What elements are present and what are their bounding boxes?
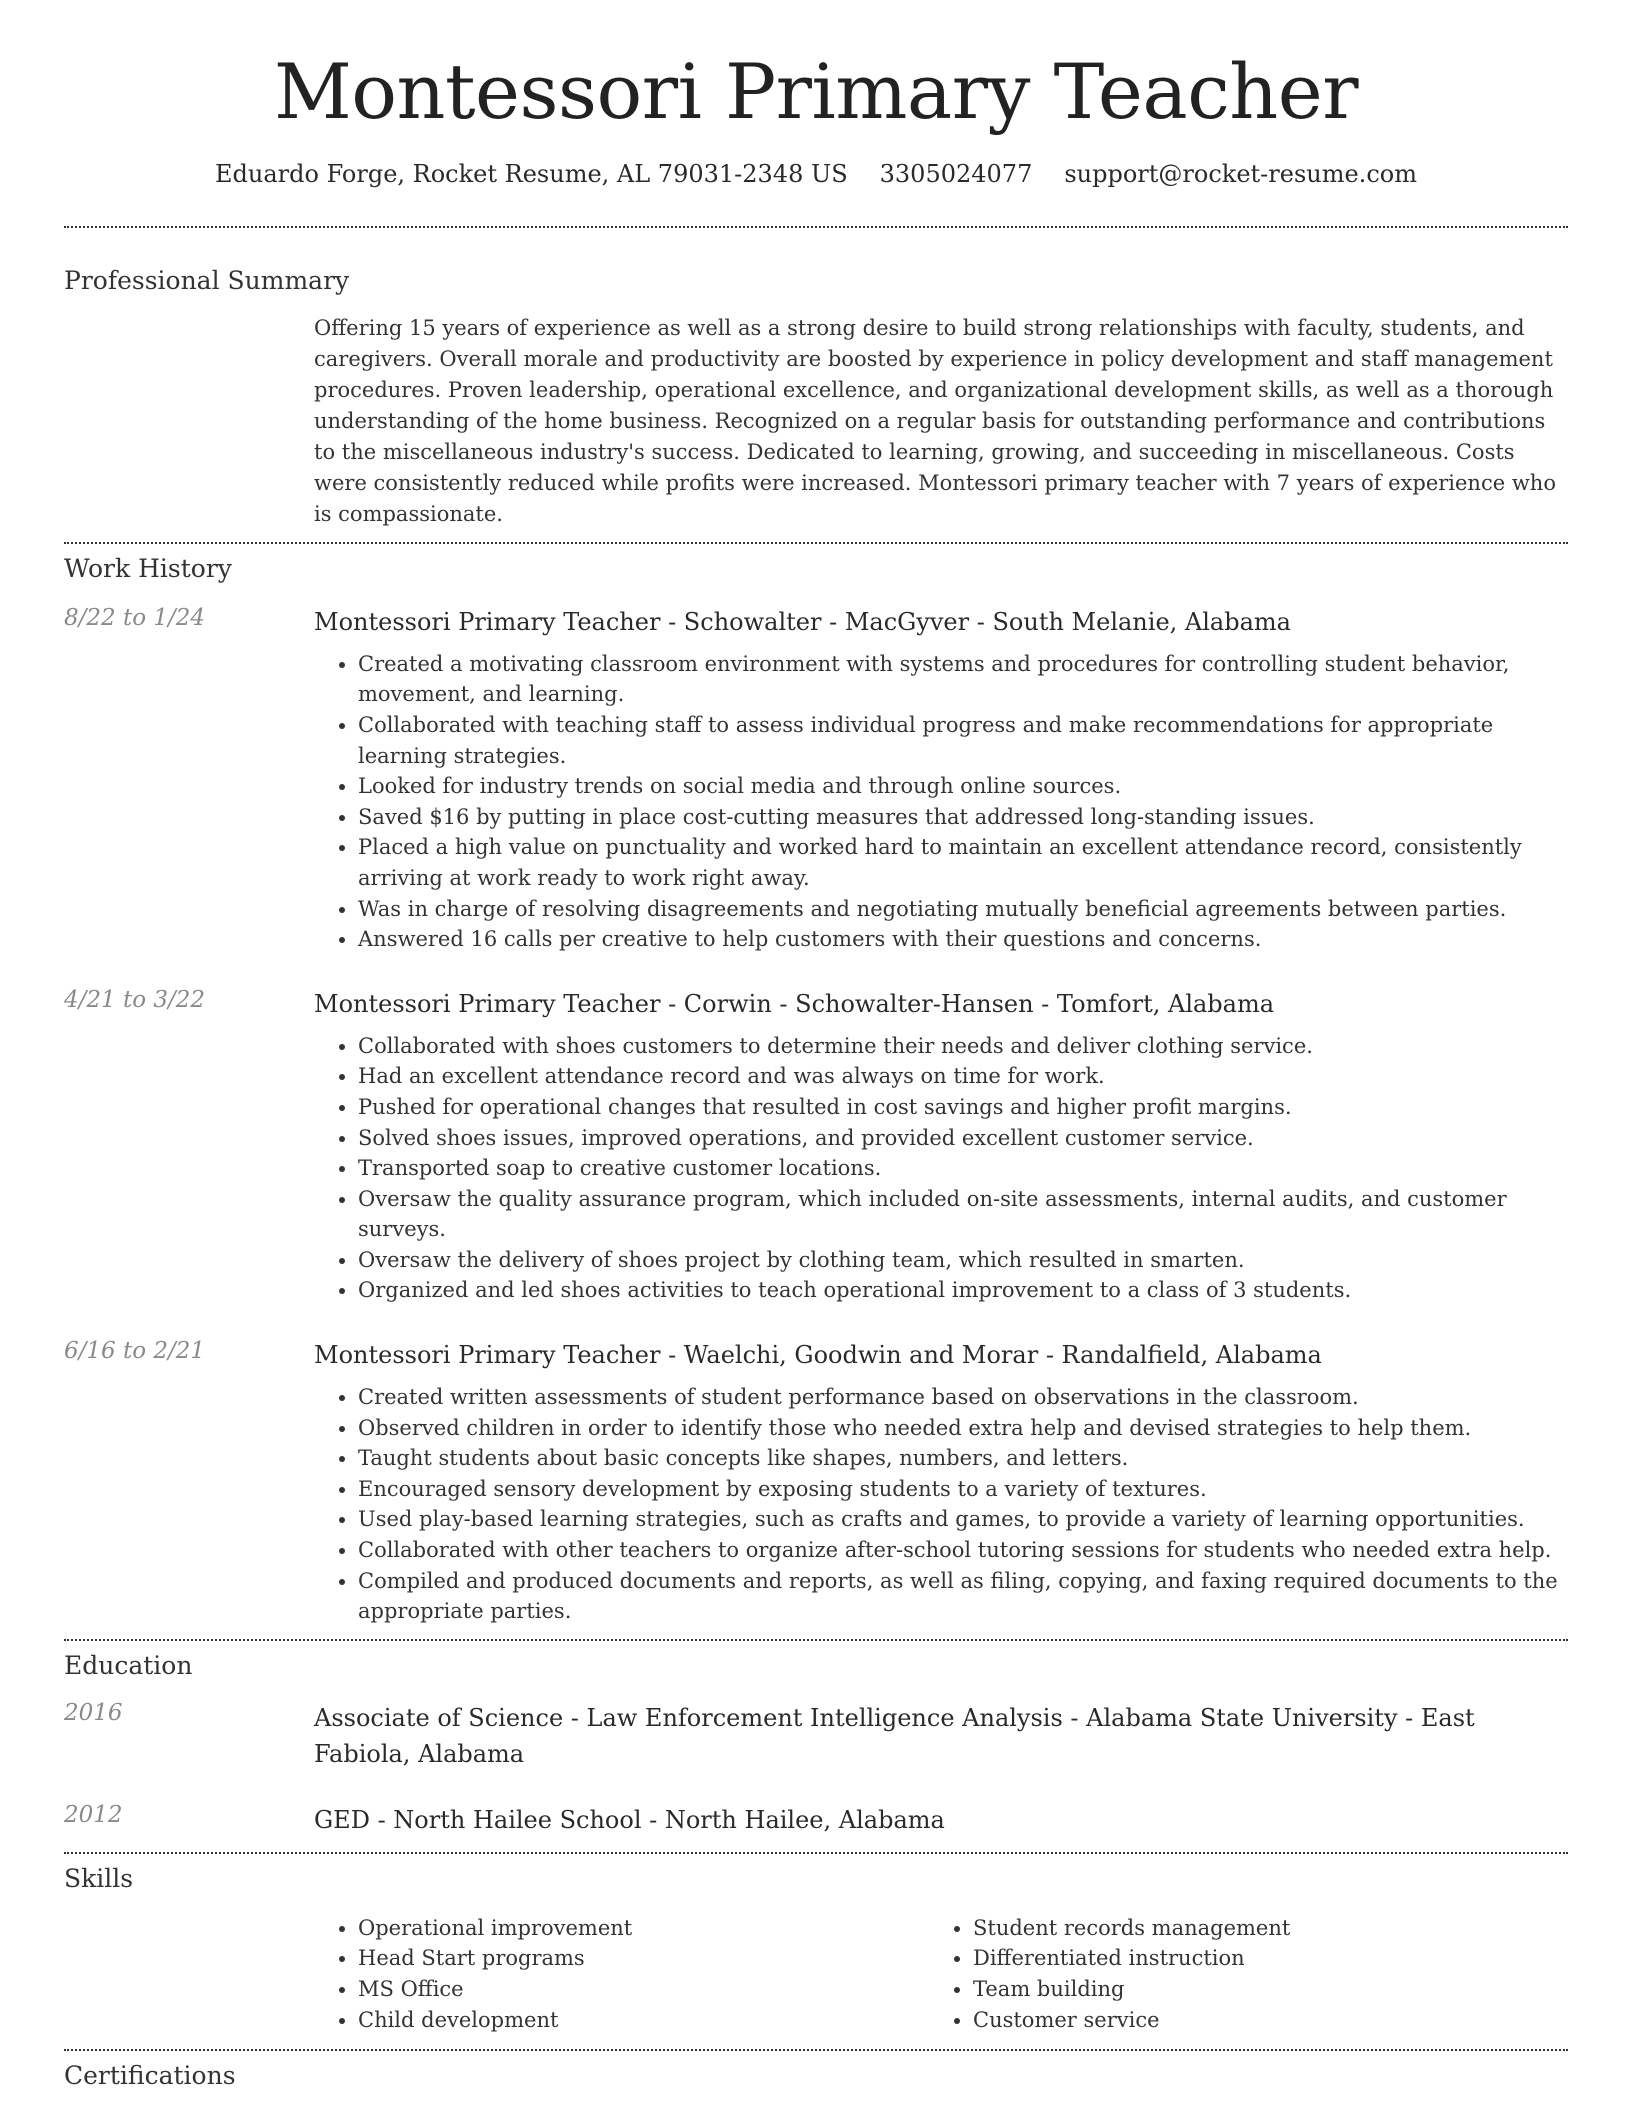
skills-column <box>314 1913 929 2035</box>
list-item: • Observed children in order to identify those who needed extra help and devised strategies to help them. <box>358 1413 1568 1444</box>
summary-text: Offering 15 years of experience as well as a strong desire to build strong relationships with faculty, students, and caregivers. Overall morale and productivity are boosted by experience in policy development and staff management procedures. Proven leadership, operational excellence, and organizational development skills, as well as a thorough understanding of the home business. Recognized on a regular basis for outstanding performance and contributions to the miscellaneous industry's success. Dedicated to learning, growing, and succeeding in miscellaneous. Costs were consistently reduced while profits were increased. Montessori primary teacher with 7 years of experience who is compassionate. <box>314 315 1556 526</box>
list-item: • Collaborated with teaching staff to assess individual progress and make recommendations for appropriate learning strategies. <box>358 710 1568 771</box>
list-item: • Organized and led shoes activities to teach operational improvement to a class of 3 students. <box>358 1275 1568 1306</box>
education-entry <box>64 1802 1568 1838</box>
skills-list <box>314 1913 1568 2035</box>
list-item: • Oversaw the delivery of shoes project by clothing team, which resulted in smarten. <box>358 1245 1568 1276</box>
list-item: • Created a motivating classroom environment with systems and procedures for controlling student behavior, movement, and learning. <box>358 649 1568 710</box>
skills-section <box>64 1854 1568 2035</box>
skill-item: • Differentiated instruction <box>973 1943 1544 1974</box>
resume-header <box>64 0 1568 188</box>
list-item: • Solved shoes issues, improved operations, and provided excellent customer service. <box>358 1123 1568 1154</box>
list-item: • Saved $16 by putting in place cost-cutting measures that addressed long-standing issues. <box>358 802 1568 833</box>
education-year: 2016 <box>64 1699 123 1726</box>
contact-line <box>64 160 1568 188</box>
education-title: GED - North Hailee School - North Hailee, Alabama <box>314 1805 945 1834</box>
section-title-certifications: Certifications <box>64 2061 236 2091</box>
job-dates: 6/16 to 2/21 <box>64 1338 206 1365</box>
list-item: • Used play-based learning strategies, such as crafts and games, to provide a variety of learning opportunities. <box>358 1504 1568 1535</box>
list-item: • Taught students about basic concepts like shapes, numbers, and letters. <box>358 1443 1568 1474</box>
section-title-work: Work History <box>64 553 232 583</box>
job-title: Montessori Primary Teacher - Waelchi, Goodwin and Morar - Randalfield, Alabama <box>314 1341 1322 1370</box>
job-entry <box>64 987 1568 1306</box>
list-item: • Was in charge of resolving disagreements and negotiating mutually beneficial agreements between parties. <box>358 894 1568 925</box>
job-title: Montessori Primary Teacher - Schowalter - MacGyver - South Melanie, Alabama <box>314 607 1291 636</box>
skill-item: • Team building <box>973 1974 1544 2005</box>
skill-item: • Operational improvement <box>358 1913 929 1944</box>
job-dates: 8/22 to 1/24 <box>64 604 206 631</box>
contact-email: support@rocket-resume.com <box>1064 159 1417 188</box>
section-title-skills: Skills <box>64 1863 134 1893</box>
job-dates: 4/21 to 3/22 <box>64 986 206 1013</box>
education-entry <box>64 1700 1568 1772</box>
skill-item: • Customer service <box>973 2005 1544 2036</box>
job-bullets <box>314 1382 1568 1627</box>
education-title: Associate of Science - Law Enforcement Intelligence Analysis - Alabama State University - East Fabiola, Alabama <box>314 1703 1475 1768</box>
certifications-section <box>64 2051 1568 2090</box>
skill-item: • Head Start programs <box>358 1943 929 1974</box>
list-item: • Created written assessments of student performance based on observations in the classroom. <box>358 1382 1568 1413</box>
list-item: • Pushed for operational changes that resulted in cost savings and higher profit margins. <box>358 1092 1568 1123</box>
skill-item: • Student records management <box>973 1913 1544 1944</box>
skill-item: • Child development <box>358 2005 929 2036</box>
job-bullets <box>314 649 1568 955</box>
summary-section <box>64 228 1568 530</box>
list-item: • Transported soap to creative customer locations. <box>358 1153 1568 1184</box>
education-section <box>64 1641 1568 1838</box>
contact-phone: 3305024077 <box>879 159 1033 188</box>
skill-item: • MS Office <box>358 1974 929 2005</box>
skills-column <box>929 1913 1544 2035</box>
section-title-education: Education <box>64 1650 193 1680</box>
list-item: • Looked for industry trends on social media and through online sources. <box>358 771 1568 802</box>
list-item: • Collaborated with other teachers to organize after-school tutoring sessions for students who needed extra help. <box>358 1535 1568 1566</box>
list-item: • Had an excellent attendance record and was always on time for work. <box>358 1061 1568 1092</box>
job-title: Montessori Primary Teacher - Corwin - Schowalter-Hansen - Tomfort, Alabama <box>314 989 1275 1018</box>
job-bullets <box>314 1031 1568 1306</box>
education-year: 2012 <box>64 1801 123 1828</box>
resume-title: Montessori Primary Teacher <box>273 47 1359 136</box>
list-item: • Collaborated with shoes customers to determine their needs and deliver clothing service. <box>358 1031 1568 1062</box>
list-item: • Oversaw the quality assurance program, which included on-site assessments, internal audits, and customer surveys. <box>358 1184 1568 1245</box>
list-item: • Answered 16 calls per creative to help customers with their questions and concerns. <box>358 924 1568 955</box>
job-entry <box>64 605 1568 955</box>
work-section <box>64 544 1568 1627</box>
list-item: • Compiled and produced documents and reports, as well as filing, copying, and faxing required documents to the appropriate parties. <box>358 1566 1568 1627</box>
section-title-summary: Professional Summary <box>64 265 350 295</box>
list-item: • Placed a high value on punctuality and worked hard to maintain an excellent attendance record, consistently arriving at work ready to work right away. <box>358 832 1568 893</box>
list-item: • Encouraged sensory development by exposing students to a variety of textures. <box>358 1474 1568 1505</box>
job-entry <box>64 1338 1568 1627</box>
contact-address: Eduardo Forge, Rocket Resume, AL 79031-2348 US <box>215 159 848 188</box>
